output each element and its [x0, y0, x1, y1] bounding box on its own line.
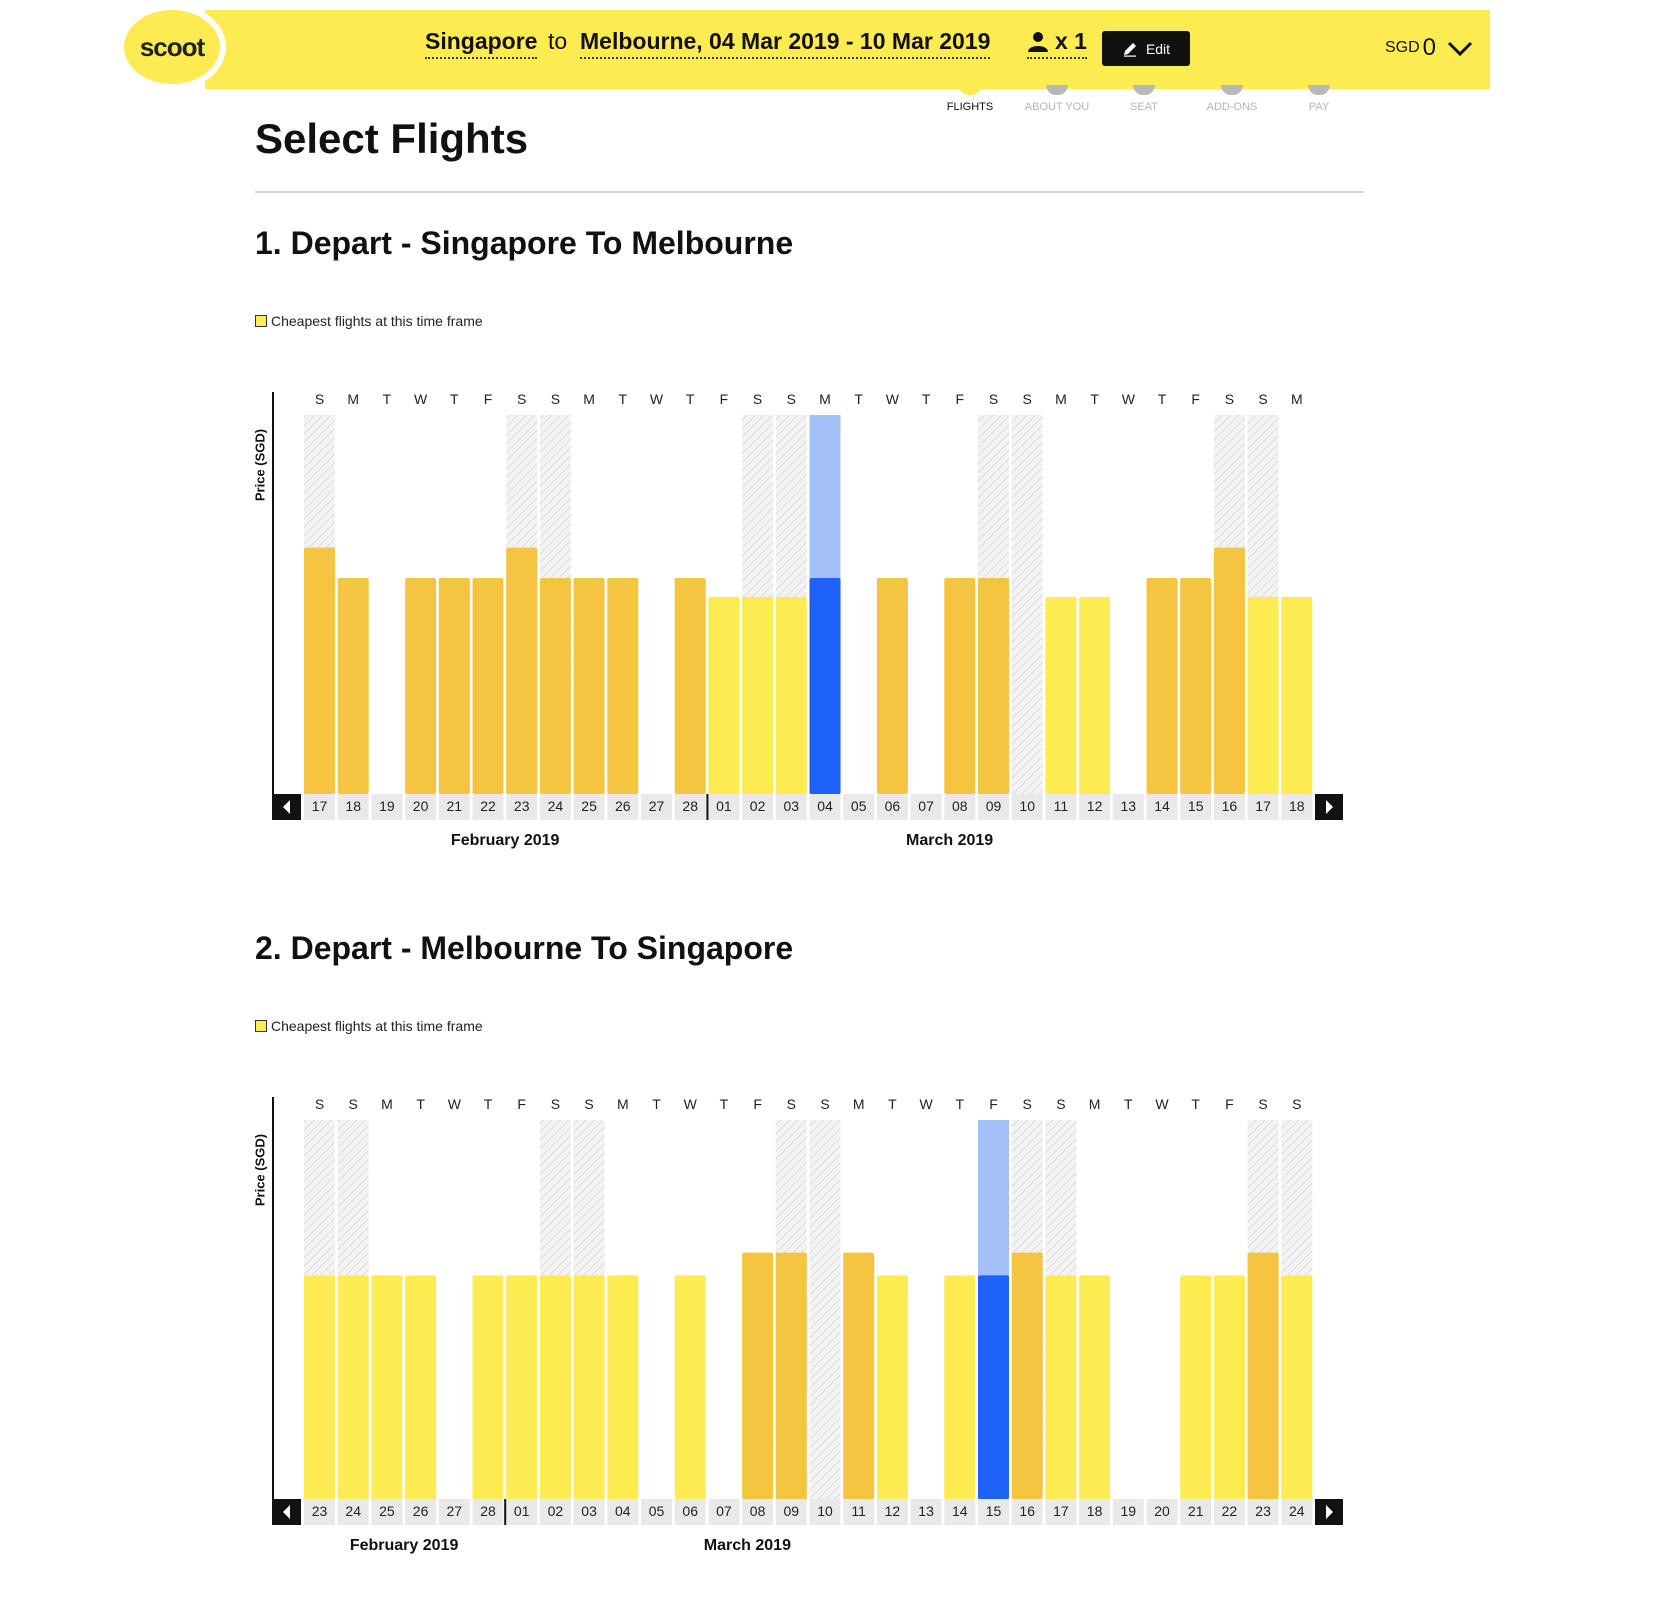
date-label: 04 — [817, 798, 833, 814]
legend-swatch — [255, 315, 267, 327]
step-dot — [959, 85, 981, 95]
pencil-icon — [1122, 41, 1138, 57]
price-bar[interactable] — [338, 578, 369, 794]
date-label: 21 — [446, 798, 463, 814]
date-label: 12 — [884, 1503, 901, 1519]
price-bar[interactable] — [1079, 597, 1110, 794]
date-label: 21 — [1187, 1503, 1204, 1519]
date-label: 17 — [1053, 1503, 1069, 1519]
weekday-label: S — [550, 391, 561, 407]
section-2-title: 2. Depart - Melbourne To Singapore — [255, 930, 794, 966]
weekday-label: S — [1022, 1096, 1032, 1112]
edit-label: Edit — [1145, 40, 1171, 57]
weekday-label: T — [685, 391, 695, 407]
weekday-label: S — [1022, 391, 1032, 407]
logo-text: scoot — [139, 31, 205, 62]
weekday-label: W — [649, 391, 664, 407]
weekday-label: T — [1124, 1096, 1133, 1112]
price-bar[interactable] — [540, 578, 571, 794]
person-icon — [1027, 31, 1049, 53]
date-label: 19 — [379, 798, 395, 814]
price-bar[interactable] — [877, 578, 908, 794]
date-label: 16 — [1019, 1503, 1035, 1519]
price-bar[interactable] — [1147, 578, 1178, 794]
price-bar[interactable] — [304, 1275, 335, 1499]
price-bar[interactable] — [1281, 597, 1312, 794]
price-bar[interactable] — [473, 1275, 504, 1499]
price-bar[interactable] — [506, 1275, 537, 1499]
date-label: 25 — [581, 798, 597, 814]
price-chart-svg — [240, 1075, 1370, 1585]
date-label: 03 — [783, 798, 800, 814]
step-dot — [1221, 85, 1243, 95]
date-label: 17 — [311, 798, 328, 814]
weekday-label: S — [988, 391, 999, 407]
weekday-label: S — [550, 1096, 561, 1112]
y-axis-label — [250, 1115, 270, 1225]
booking-progress-steps — [930, 85, 1350, 115]
weekday-label: S — [314, 391, 325, 407]
date-label: 28 — [682, 798, 698, 814]
departure-price-chart — [240, 370, 1370, 890]
chevron-down-icon — [1447, 38, 1473, 58]
price-bar[interactable] — [1214, 1275, 1245, 1499]
weekday-label: T — [416, 1096, 425, 1112]
weekday-label: F — [719, 391, 729, 407]
currency-code: SGD — [1385, 39, 1420, 56]
weekday-label: W — [885, 391, 900, 407]
date-label: 10 — [1019, 798, 1035, 814]
weekday-label: S — [1258, 1096, 1268, 1112]
date-label: 26 — [615, 798, 631, 814]
weekday-label: F — [955, 391, 965, 407]
month-label: March 2019 — [906, 832, 994, 849]
y-axis-label-text: Price (SGD) — [252, 1133, 268, 1207]
price-bar[interactable] — [675, 1275, 706, 1499]
price-bar[interactable] — [574, 1275, 605, 1499]
weekday-label: S — [1292, 1096, 1302, 1112]
price-bar[interactable] — [776, 597, 807, 794]
weekday-label: F — [989, 1096, 998, 1112]
date-label: 09 — [783, 1503, 800, 1519]
step-about-you[interactable] — [1017, 85, 1097, 113]
price-bar[interactable] — [405, 1275, 436, 1499]
date-label: 03 — [581, 1503, 597, 1519]
date-label: 22 — [480, 798, 496, 814]
date-label: 27 — [446, 1503, 463, 1519]
weekday-label: T — [888, 1096, 897, 1112]
price-bar[interactable] — [708, 597, 739, 794]
price-bar[interactable] — [405, 578, 436, 794]
price-bar[interactable] — [1214, 548, 1245, 794]
weekday-label: S — [1258, 391, 1268, 407]
weekday-label: S — [752, 391, 763, 407]
weekday-label: T — [450, 391, 459, 407]
date-label: 24 — [1289, 1503, 1305, 1519]
passenger-count[interactable] — [1027, 28, 1087, 59]
page-title: Select Flights — [255, 115, 529, 162]
step-dot — [1308, 85, 1330, 95]
price-bar[interactable] — [439, 578, 470, 794]
date-label: 13 — [1120, 798, 1137, 814]
weekday-label: T — [719, 1096, 729, 1112]
return-price-chart — [240, 1075, 1370, 1595]
date-label: 20 — [1154, 1503, 1170, 1519]
date-label: 09 — [985, 798, 1002, 814]
weekday-label: T — [618, 391, 628, 407]
date-label: 01 — [513, 1503, 530, 1519]
date-label: 11 — [851, 1503, 866, 1519]
date-label: 13 — [918, 1503, 934, 1519]
price-bar[interactable] — [1248, 1253, 1279, 1499]
weekday-label: S — [786, 1096, 796, 1112]
weekday-label: M — [616, 1096, 629, 1112]
price-bar[interactable] — [944, 1275, 975, 1499]
weekday-label: S — [584, 1096, 594, 1112]
weekday-label: T — [921, 391, 931, 407]
weekday-label: F — [517, 1096, 526, 1112]
date-label: 19 — [1120, 1503, 1137, 1519]
step-seat[interactable] — [1104, 85, 1184, 113]
price-bar[interactable] — [1012, 1253, 1043, 1499]
price-bar[interactable] — [978, 1275, 1009, 1499]
weekday-label: W — [1155, 1096, 1169, 1112]
weekday-label: M — [1088, 1096, 1101, 1112]
weekday-label: M — [1290, 391, 1303, 407]
weekday-label: M — [1055, 391, 1067, 407]
weekday-label: M — [347, 391, 360, 407]
weekday-label: T — [1157, 391, 1167, 407]
step-label: SEAT — [1130, 101, 1158, 113]
destination-dates-link[interactable]: Melbourne, 04 Mar 2019 - 10 Mar 2019 — [580, 28, 990, 59]
weekday-label: S — [517, 391, 527, 407]
date-label: 23 — [513, 798, 530, 814]
date-label: 18 — [345, 798, 361, 814]
date-label: 07 — [918, 798, 934, 814]
date-label: 01 — [716, 798, 732, 814]
price-bar[interactable] — [877, 1275, 908, 1499]
step-pay[interactable] — [1279, 85, 1359, 113]
date-label: 28 — [480, 1503, 496, 1519]
weekday-label: S — [1224, 391, 1235, 407]
legend-text: Cheapest flights at this time frame — [271, 1018, 483, 1034]
price-bar[interactable] — [607, 1275, 638, 1499]
price-bar[interactable] — [742, 597, 773, 794]
date-label: 02 — [749, 798, 766, 814]
price-bar[interactable] — [304, 548, 335, 794]
step-add-ons[interactable] — [1192, 85, 1272, 113]
date-label: 24 — [547, 798, 564, 814]
date-label: 14 — [1154, 798, 1170, 814]
date-label: 08 — [749, 1503, 766, 1519]
legend-text: Cheapest flights at this time frame — [271, 313, 483, 329]
step-label: PAY — [1308, 101, 1330, 113]
price-bar[interactable] — [338, 1275, 369, 1499]
step-label: ABOUT YOU — [1024, 101, 1090, 113]
price-bar[interactable] — [473, 578, 504, 794]
weekday-label: W — [413, 391, 428, 407]
weekday-label: M — [583, 391, 595, 407]
title-divider — [255, 191, 1363, 193]
price-bar[interactable] — [843, 1253, 874, 1499]
date-label: 07 — [716, 1503, 732, 1519]
date-label: 23 — [1255, 1503, 1271, 1519]
currency-amount: 0 — [1422, 34, 1437, 61]
price-bar[interactable] — [371, 1275, 402, 1499]
price-bar[interactable] — [1180, 578, 1211, 794]
step-dot — [1046, 85, 1068, 95]
month-label: February 2019 — [349, 1537, 459, 1554]
price-bar[interactable] — [540, 1275, 571, 1499]
price-bar[interactable] — [978, 578, 1009, 794]
origin-link[interactable]: Singapore — [425, 28, 537, 59]
date-label: 06 — [884, 798, 901, 814]
weekday-label: S — [314, 1096, 325, 1112]
price-bar[interactable] — [506, 548, 537, 794]
weekday-label: W — [1121, 391, 1135, 407]
price-bar[interactable] — [1248, 597, 1279, 794]
weekday-label: T — [652, 1096, 661, 1112]
scoot-logo[interactable] — [124, 10, 220, 84]
weekday-label: T — [382, 391, 392, 407]
price-bar[interactable] — [607, 578, 638, 794]
date-label: 22 — [1221, 1503, 1238, 1519]
date-label: 17 — [1255, 798, 1271, 814]
price-bar[interactable] — [776, 1253, 807, 1499]
route-to-word: to — [548, 28, 568, 54]
weekday-label: F — [1191, 391, 1200, 407]
date-label: 15 — [1187, 798, 1204, 814]
passenger-count-text: x 1 — [1055, 28, 1087, 54]
date-label: 02 — [547, 1503, 564, 1519]
weekday-label: T — [1191, 1096, 1200, 1112]
weekday-label: W — [447, 1096, 461, 1112]
weekday-label: S — [348, 1096, 358, 1112]
date-label: 18 — [1289, 798, 1305, 814]
weekday-label: T — [955, 1096, 965, 1112]
price-bar[interactable] — [1079, 1275, 1110, 1499]
y-axis-label-text: Price (SGD) — [252, 428, 268, 502]
step-label: FLIGHTS — [946, 101, 994, 113]
weekday-label: T — [483, 1096, 493, 1112]
step-flights[interactable] — [930, 85, 1010, 113]
weekday-label: F — [483, 391, 493, 407]
weekday-label: S — [820, 1096, 830, 1112]
month-label: March 2019 — [703, 1537, 791, 1554]
price-bar[interactable] — [1045, 1275, 1076, 1499]
price-bar[interactable] — [675, 578, 706, 794]
date-label: 15 — [985, 1503, 1002, 1519]
date-label: 18 — [1086, 1503, 1103, 1519]
section-1-legend — [255, 313, 483, 329]
date-label: 26 — [412, 1503, 429, 1519]
weekday-label: T — [854, 391, 863, 407]
weekday-label: F — [1225, 1096, 1234, 1112]
price-bar[interactable] — [742, 1253, 773, 1499]
price-bar[interactable] — [944, 578, 975, 794]
price-bar[interactable] — [1281, 1275, 1312, 1499]
date-label: 23 — [311, 1503, 328, 1519]
date-label: 16 — [1221, 798, 1238, 814]
weekday-label: M — [819, 391, 831, 407]
section-2-legend — [255, 1018, 483, 1034]
price-bar[interactable] — [574, 578, 605, 794]
date-label: 08 — [952, 798, 968, 814]
date-label: 10 — [817, 1503, 833, 1519]
weekday-label: T — [1090, 391, 1099, 407]
date-label: 05 — [850, 798, 867, 814]
date-label: 11 — [1053, 798, 1069, 814]
price-bar[interactable] — [1045, 597, 1076, 794]
weekday-label: W — [683, 1096, 697, 1112]
legend-swatch — [255, 1020, 267, 1032]
step-dot — [1133, 85, 1155, 95]
edit-search-button[interactable] — [1102, 31, 1190, 66]
weekday-label: S — [786, 391, 796, 407]
date-label: 27 — [648, 798, 665, 814]
price-chart-svg — [240, 370, 1370, 880]
date-label: 24 — [345, 1503, 361, 1519]
date-label: 05 — [648, 1503, 665, 1519]
date-label: 12 — [1086, 798, 1103, 814]
date-label: 25 — [379, 1503, 395, 1519]
weekday-label: M — [852, 1096, 865, 1112]
weekday-label: W — [919, 1096, 933, 1112]
date-label: 14 — [952, 1503, 968, 1519]
y-axis-label — [250, 410, 270, 520]
weekday-label: S — [1056, 1096, 1066, 1112]
month-label: February 2019 — [450, 832, 560, 849]
date-label: 04 — [615, 1503, 631, 1519]
date-label: 20 — [412, 798, 429, 814]
date-label: 06 — [682, 1503, 698, 1519]
currency-selector[interactable] — [1385, 34, 1473, 62]
section-1-title: 1. Depart - Singapore To Melbourne — [255, 225, 794, 261]
weekday-label: F — [753, 1096, 762, 1112]
weekend-shade — [810, 1120, 841, 1499]
weekend-shade — [1012, 415, 1043, 794]
price-bar[interactable] — [810, 578, 841, 794]
step-label: ADD-ONS — [1206, 101, 1258, 113]
weekday-label: M — [381, 1096, 393, 1112]
price-bar[interactable] — [1180, 1275, 1211, 1499]
